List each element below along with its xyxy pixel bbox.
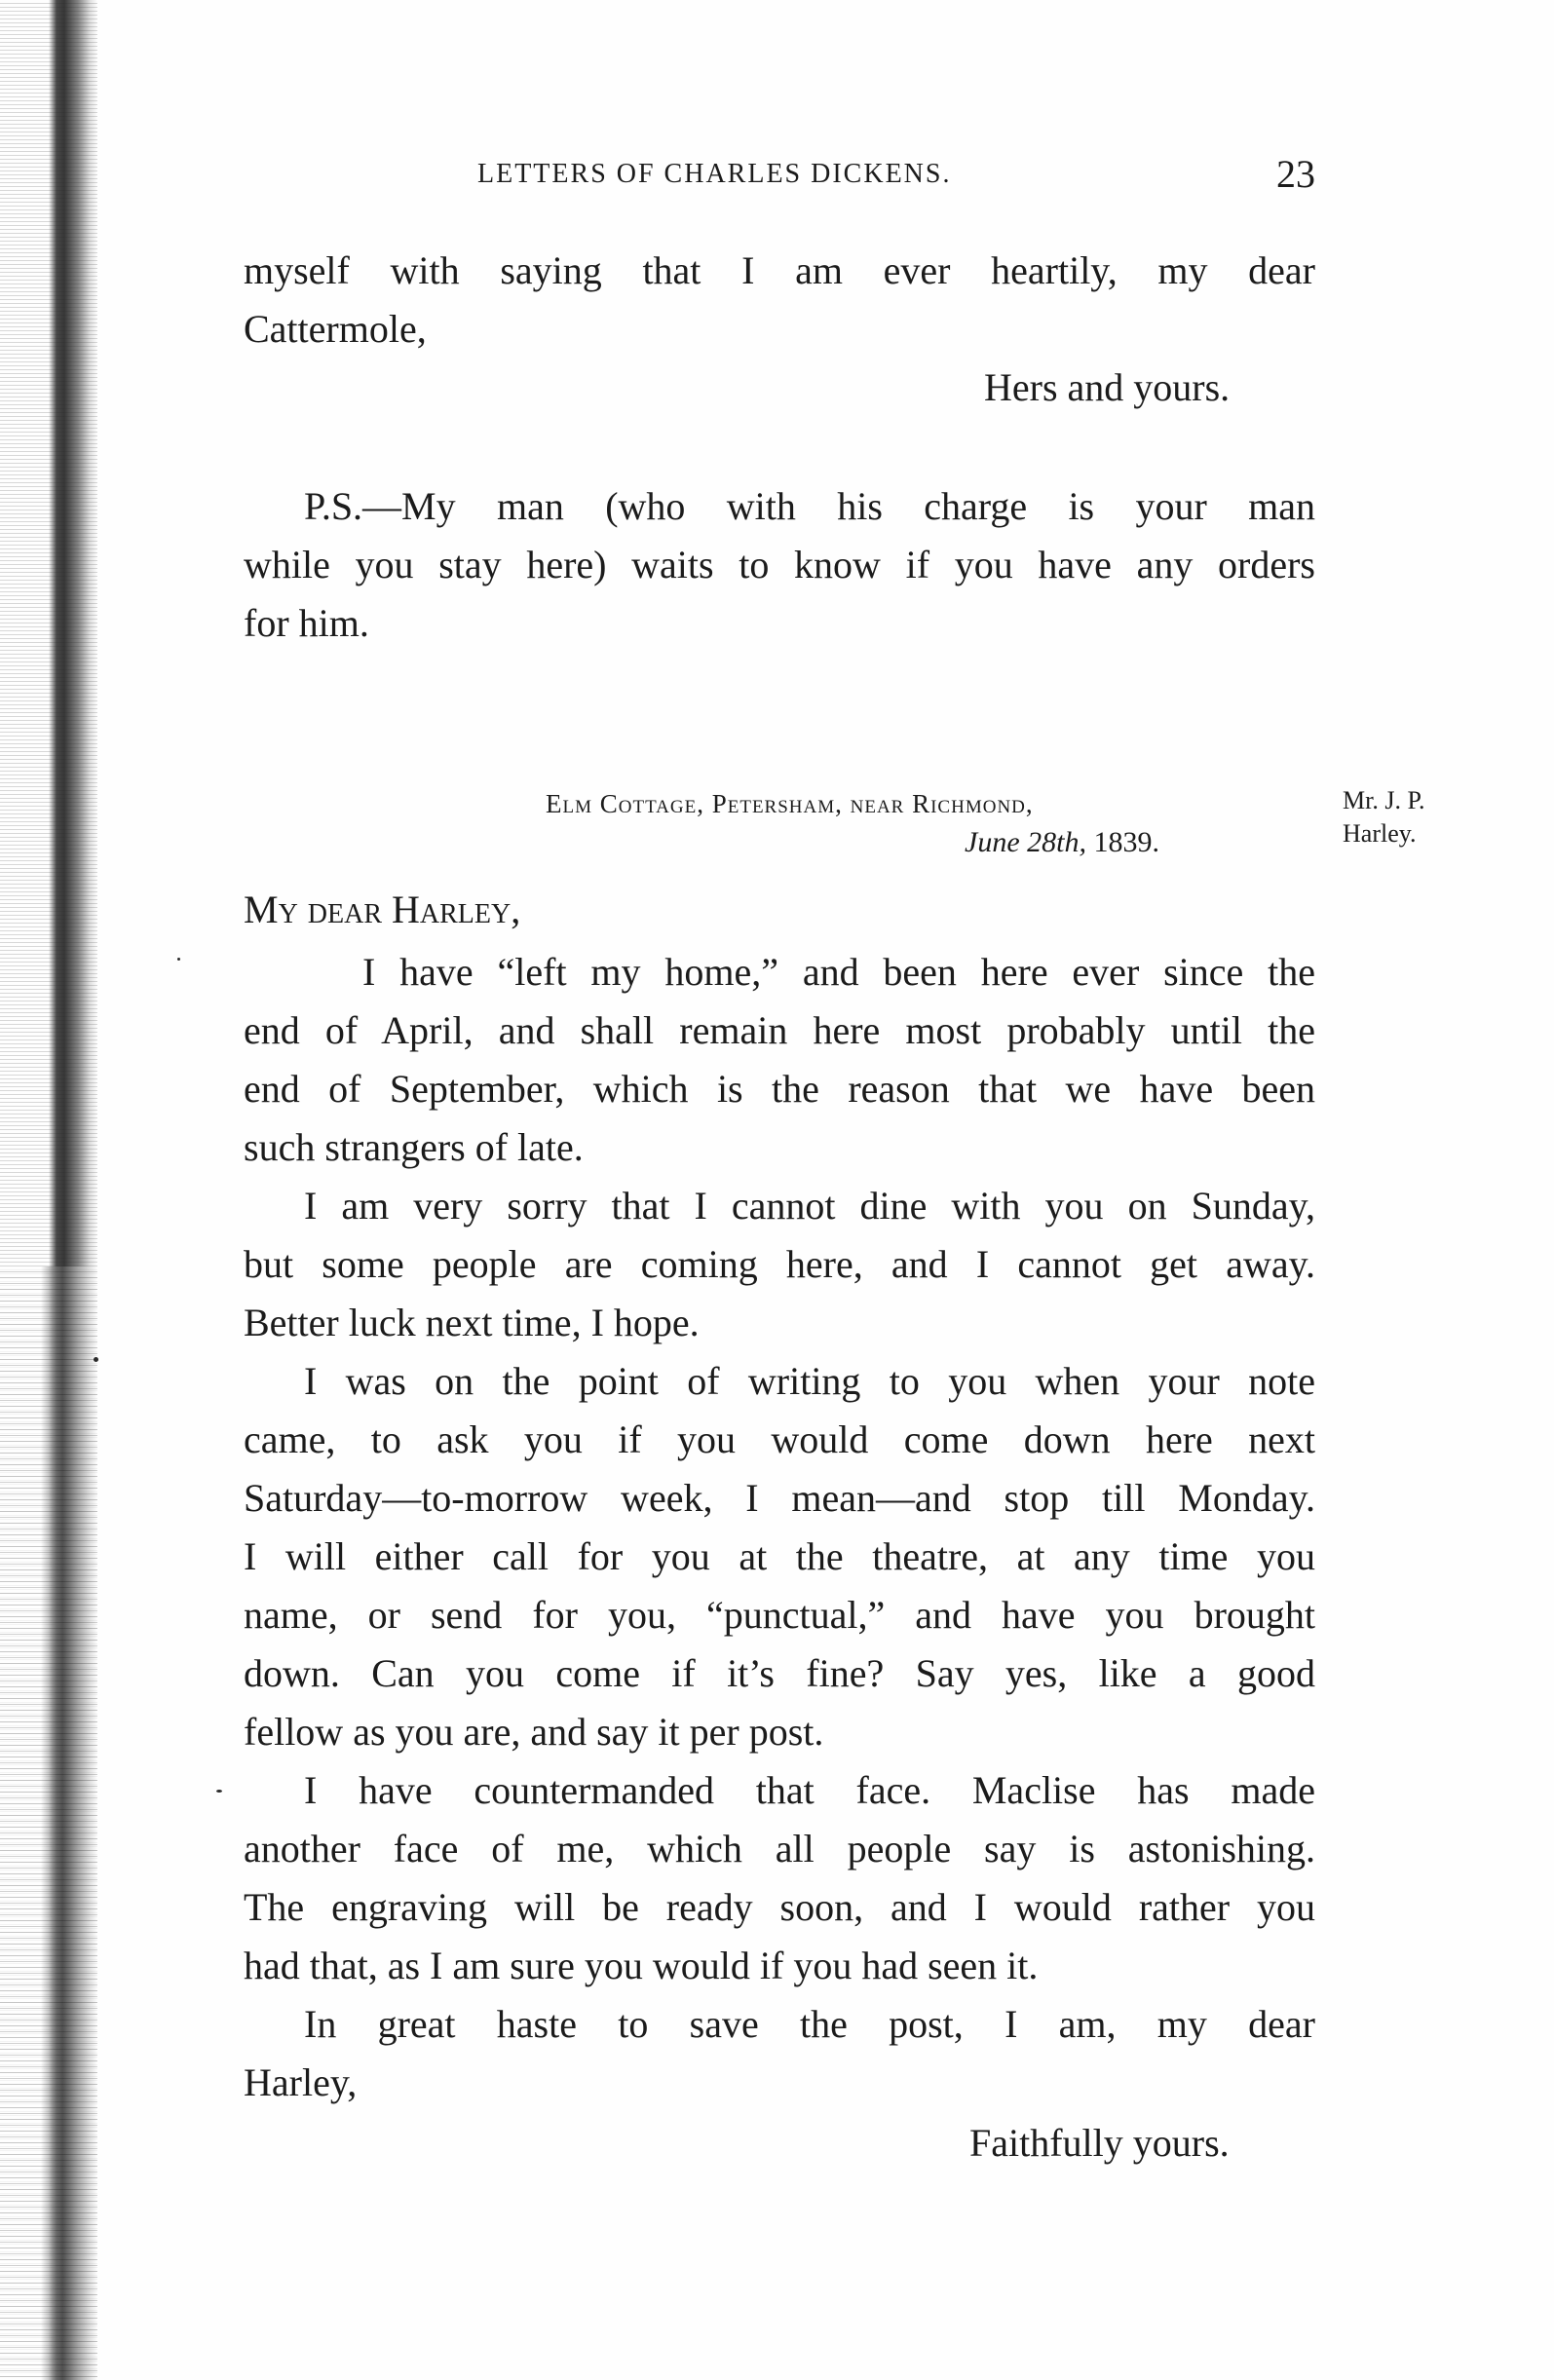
- text-line: myself with saying that I am ever heartily, my dear: [244, 248, 1315, 292]
- text-line: down. Can you come if it’s fine? Say yes, like a good: [244, 1651, 1315, 1695]
- text-line: I am very sorry that I cannot dine with you on Sunday,: [304, 1184, 1315, 1228]
- text-line: such strangers of late.: [244, 1125, 584, 1169]
- text-line: another face of me, which all people say is astonishing.: [244, 1827, 1315, 1870]
- text-line: for him.: [244, 601, 369, 645]
- page-number: 23: [1276, 152, 1315, 196]
- letter2-date: [965, 826, 1159, 859]
- text-line: The engraving will be ready soon, and I would rather you: [244, 1885, 1315, 1929]
- letter2-paragraph-5: [244, 1995, 1315, 2112]
- text-line: I will either call for you at the theatre, at any time you: [244, 1534, 1315, 1578]
- text-line: end of September, which is the reason that we have been: [244, 1067, 1315, 1111]
- text-line: Harley,: [244, 2060, 358, 2104]
- text-line: I have countermanded that face. Maclise has made: [304, 1768, 1315, 1812]
- scan-speck: [177, 958, 180, 961]
- text-line: had that, as I am sure you would if you had seen it.: [244, 1944, 1039, 1987]
- letter1-closing: [244, 242, 1315, 359]
- text-line: I was on the point of writing to you when your note: [304, 1359, 1315, 1403]
- letter2-salutation: My dear Harley,: [244, 888, 521, 931]
- running-head: [244, 151, 1315, 209]
- text-line: In great haste to save the post, I am, my dear: [304, 2002, 1315, 2046]
- text-line: name, or send for you, “punctual,” and have you brought: [244, 1593, 1315, 1637]
- letter2-paragraph-4: [244, 1761, 1315, 1995]
- margin-note-line: Harley.: [1343, 819, 1417, 848]
- letter2-address: Elm Cottage, Petersham, near Richmond,: [546, 789, 1034, 818]
- text-line: Better luck next time, I hope.: [244, 1301, 700, 1344]
- letter1-signoff: Hers and yours.: [984, 365, 1231, 409]
- text-line: Saturday—to-morrow week, I mean—and stop till Monday.: [244, 1476, 1315, 1520]
- letter2-paragraph-1: [244, 943, 1315, 1177]
- text-line: I have “left my home,” and been here ever since the: [362, 950, 1315, 994]
- text-line: Cattermole,: [244, 307, 427, 351]
- date-year: 1839.: [1093, 826, 1159, 858]
- scan-speck: [94, 1357, 98, 1362]
- text-line: P.S.—My man (who with his charge is your man: [304, 484, 1315, 528]
- running-title: LETTERS OF CHARLES DICKENS.: [477, 159, 952, 189]
- date-day: June 28th,: [965, 826, 1086, 858]
- text-line: end of April, and shall remain here most probably until the: [244, 1008, 1315, 1052]
- letter2-paragraph-2: [244, 1177, 1315, 1352]
- text-line: but some people are coming here, and I cannot get away.: [244, 1242, 1315, 1286]
- letter2-signoff: Faithfully yours.: [969, 2121, 1230, 2165]
- scan-speck: [216, 1790, 222, 1793]
- margin-note-recipient: [1343, 784, 1498, 850]
- text-line: fellow as you are, and say it per post.: [244, 1710, 824, 1754]
- margin-note-line: Mr. J. P.: [1343, 786, 1425, 814]
- text-line: came, to ask you if you would come down here next: [244, 1417, 1315, 1461]
- text-line: while you stay here) waits to know if you have any orders: [244, 543, 1315, 586]
- binding-edge-shadow-lower: [0, 1266, 97, 2380]
- letter1-postscript: [244, 477, 1315, 653]
- letter2-paragraph-3: [244, 1352, 1315, 1761]
